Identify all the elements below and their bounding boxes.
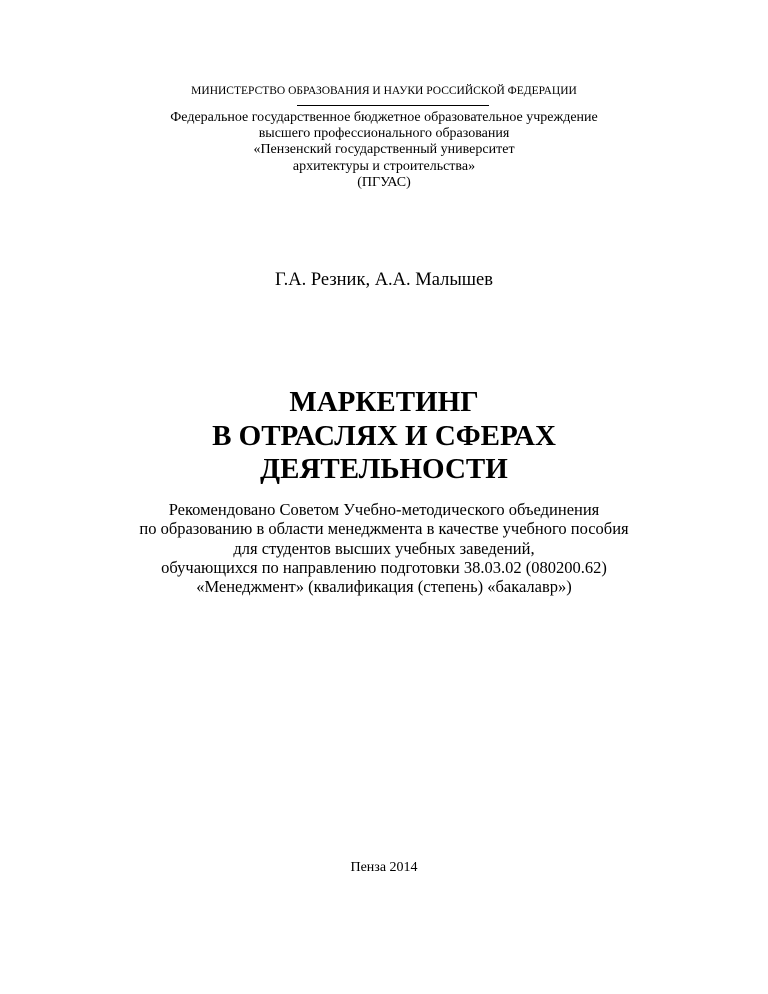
authors: Г.А. Резник, А.А. Малышев: [275, 270, 493, 290]
recommendation-block: [0, 500, 768, 596]
recommendation-line: по образованию в области менеджмента в качестве учебного пособия: [139, 519, 629, 539]
recommendation-line: обучающихся по направлению подготовки 38.03.02 (080200.62): [161, 557, 607, 577]
recommendation-line: Рекомендовано Советом Учебно-методического объединения: [168, 500, 600, 519]
title-line: В ОТРАСЛЯХ И СФЕРАХ: [212, 419, 556, 452]
institution-line: «Пензенский государственный университет: [253, 142, 515, 158]
ministry-name: МИНИСТЕРСТВО ОБРАЗОВАНИЯ И НАУКИ РОССИЙСКОЙ ФЕДЕРАЦИИ: [191, 85, 577, 97]
institution-abbreviation: (ПГУАС): [357, 174, 411, 190]
title-line: ДЕЯТЕЛЬНОСТИ: [260, 453, 508, 485]
recommendation-line: для студентов высших учебных заведений,: [233, 538, 535, 558]
institution-line: высшего профессионального образования: [258, 126, 510, 142]
title-line: МАРКЕТИНГ: [289, 386, 479, 418]
institution-line: архитектуры и строительства»: [292, 158, 476, 174]
institution-block: [0, 110, 768, 191]
divider-line: [297, 105, 489, 106]
book-title: [0, 386, 768, 487]
city-year: Пенза 2014: [350, 860, 418, 875]
recommendation-line: «Менеджмент» (квалификация (степень) «бакалавр»): [196, 577, 572, 597]
institution-line: Федеральное государственное бюджетное образовательное учреждение: [170, 110, 598, 125]
